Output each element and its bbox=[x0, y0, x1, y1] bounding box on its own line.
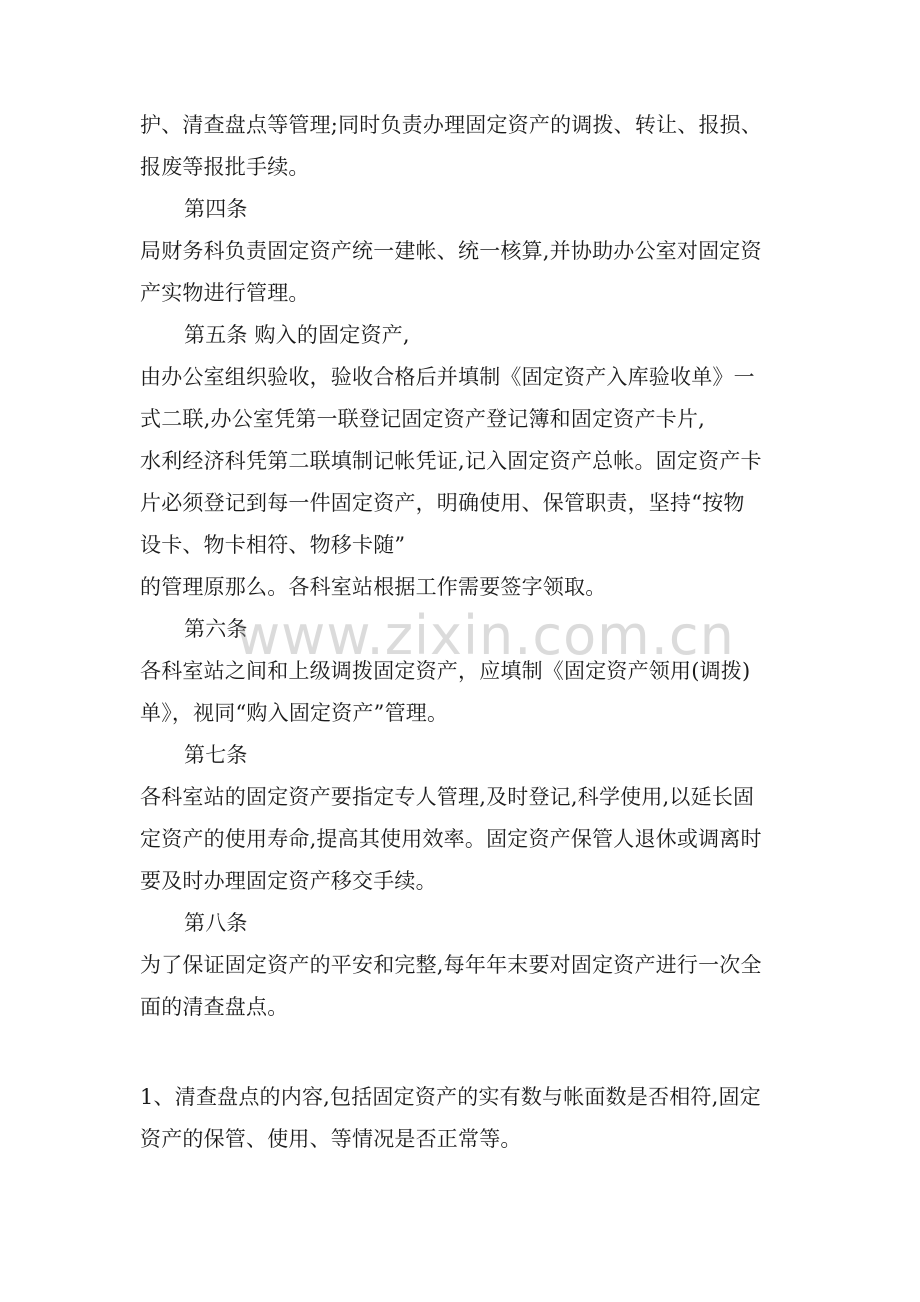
body-text-line: 各科室站之间和上级调拨固定资产，应填制《固定资产领用(调拨) bbox=[140, 659, 751, 683]
paragraph-spacer bbox=[140, 1028, 790, 1076]
body-text-line: 局财务科负责固定资产统一建帐、统一核算,并协助办公室对固定资 bbox=[140, 239, 762, 263]
body-text-line: 定资产的使用寿命,提高其使用效率。固定资产保管人退休或调离时 bbox=[140, 827, 762, 851]
body-text-line: 单》，视同“购入固定资产”管理。 bbox=[140, 701, 449, 725]
body-text-line: 报废等报批手续。 bbox=[140, 155, 310, 179]
body-text-line: 由办公室组织验收，验收合格后并填制《固定资产入库验收单》一 bbox=[140, 365, 755, 389]
body-text-line: 各科室站的固定资产要指定专人管理,及时登记,科学使用,以延长固 bbox=[140, 785, 755, 809]
article-heading: 第五条 购入的固定资产, bbox=[184, 323, 410, 347]
body-text-line: 式二联,办公室凭第一联登记固定资产登记簿和固定资产卡片, bbox=[140, 407, 705, 431]
body-text-line: 片必须登记到每一件固定资产，明确使用、保管职责，坚持“按物 bbox=[140, 491, 745, 515]
article-heading: 第四条 bbox=[184, 197, 248, 221]
body-text-line: 设卡、物卡相符、物移卡随” bbox=[140, 533, 406, 557]
article-heading: 第七条 bbox=[184, 743, 248, 767]
body-text-line: 要及时办理固定资产移交手续。 bbox=[140, 869, 437, 893]
body-text-line: 1、清查盘点的内容,包括固定资产的实有数与帐面数是否相符,固定 bbox=[140, 1085, 761, 1109]
body-text-line: 的管理原那么。各科室站根据工作需要签字领取。 bbox=[140, 575, 607, 599]
body-text-line: 产实物进行管理。 bbox=[140, 281, 310, 305]
document-body bbox=[140, 104, 790, 1160]
body-text-line: 资产的保管、使用、等情况是否正常等。 bbox=[140, 1127, 522, 1151]
body-text-line: 面的清查盘点。 bbox=[140, 995, 289, 1019]
body-text-line: 水利经济科凭第二联填制记帐凭证,记入固定资产总帐。固定资产卡 bbox=[140, 449, 762, 473]
watermark-text: www.zixin.com.cn bbox=[236, 604, 735, 667]
article-heading: 第六条 bbox=[184, 617, 248, 641]
article-heading: 第八条 bbox=[184, 911, 248, 935]
body-text-line: 为了保证固定资产的平安和完整,每年年末要对固定资产进行一次全 bbox=[140, 953, 762, 977]
body-text-line: 护、清查盘点等管理;同时负责办理固定资产的调拨、转让、报损、 bbox=[140, 113, 763, 137]
